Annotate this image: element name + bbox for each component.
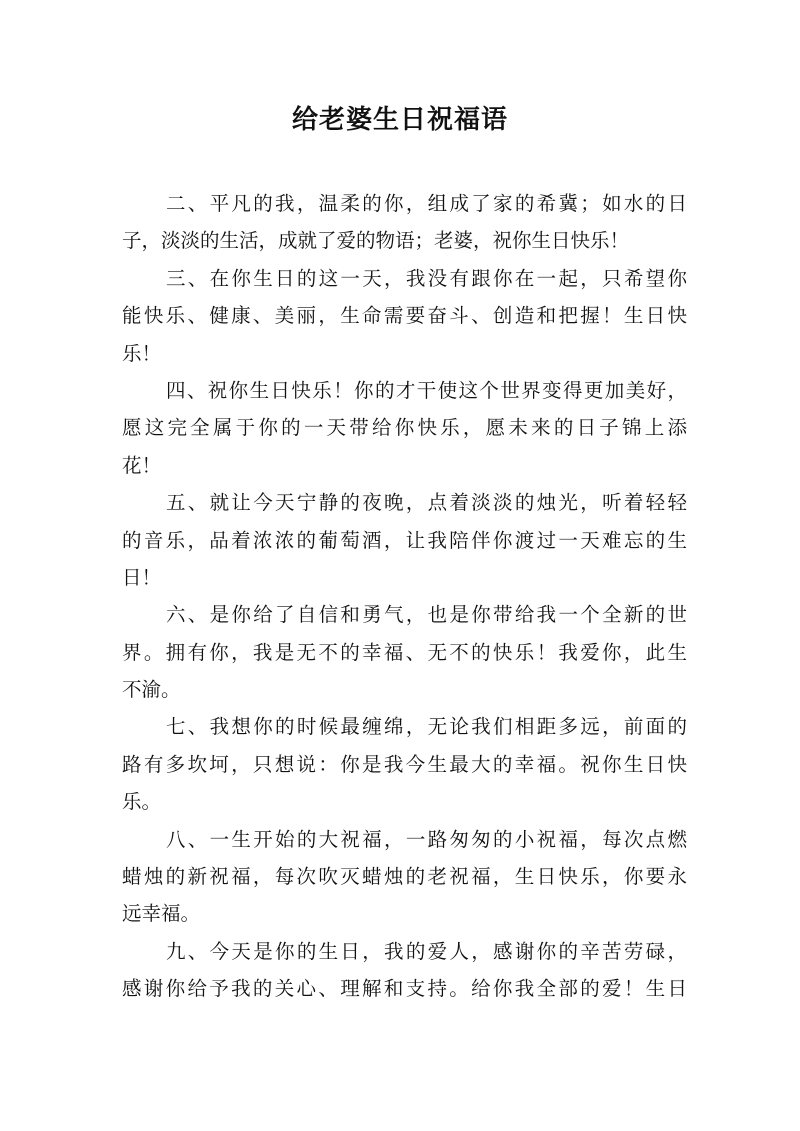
paragraph-line: 乐。 (122, 790, 162, 814)
paragraph-line: 四、祝你生日快乐！你的才干使这个世界变得更加美好， (166, 378, 687, 402)
paragraph-line: 能快乐、健康、美丽，生命需要奋斗、创造和把握！生日快 (122, 304, 687, 328)
paragraph-line: 愿这完全属于你的一天带给你快乐，愿未来的日子锦上添 (122, 416, 687, 440)
paragraph-line: 九、今天是你的生日，我的爱人，感谢你的辛苦劳碌， (166, 939, 687, 963)
paragraph-line: 五、就让今天宁静的夜晚，点着淡淡的烛光，听着轻轻 (166, 491, 687, 515)
paragraph-line: 蜡烛的新祝福，每次吹灭蜡烛的老祝福，生日快乐，你要永 (122, 865, 687, 889)
paragraph-line: 八、一生开始的大祝福，一路匆匆的小祝福，每次点燃 (166, 827, 687, 851)
paragraph-line: 路有多坎坷，只想说：你是我今生最大的幸福。祝你生日快 (122, 752, 687, 776)
paragraph-line: 子，淡淡的生活，成就了爱的物语；老婆，祝你生日快乐！ (122, 229, 630, 253)
paragraph-line: 花！ (122, 453, 162, 477)
paragraph-line: 界。拥有你，我是无不的幸福、无不的快乐！我爱你，此生 (122, 640, 687, 664)
document-title: 给老婆生日祝福语 (291, 105, 508, 135)
document-body (122, 185, 687, 1008)
paragraph-line: 乐！ (122, 341, 162, 365)
paragraph-line: 感谢你给予我的关心、理解和支持。给你我全部的爱！生日 (122, 977, 687, 1001)
paragraph-line: 二、平凡的我，温柔的你，组成了家的希冀；如水的日 (166, 192, 687, 215)
paragraph-line: 三、在你生日的这一天，我没有跟你在一起，只希望你 (166, 266, 687, 290)
paragraph-line: 日！ (122, 565, 162, 589)
paragraph-line: 的音乐，品着浓浓的葡萄酒，让我陪伴你渡过一天难忘的生 (122, 528, 687, 552)
paragraph-line: 七、我想你的时候最缠绵，无论我们相距多远，前面的 (166, 715, 687, 739)
paragraph-line: 不渝。 (122, 678, 181, 702)
paragraph-line: 远幸福。 (122, 902, 201, 926)
paragraph-line: 六、是你给了自信和勇气，也是你带给我一个全新的世 (166, 603, 687, 627)
